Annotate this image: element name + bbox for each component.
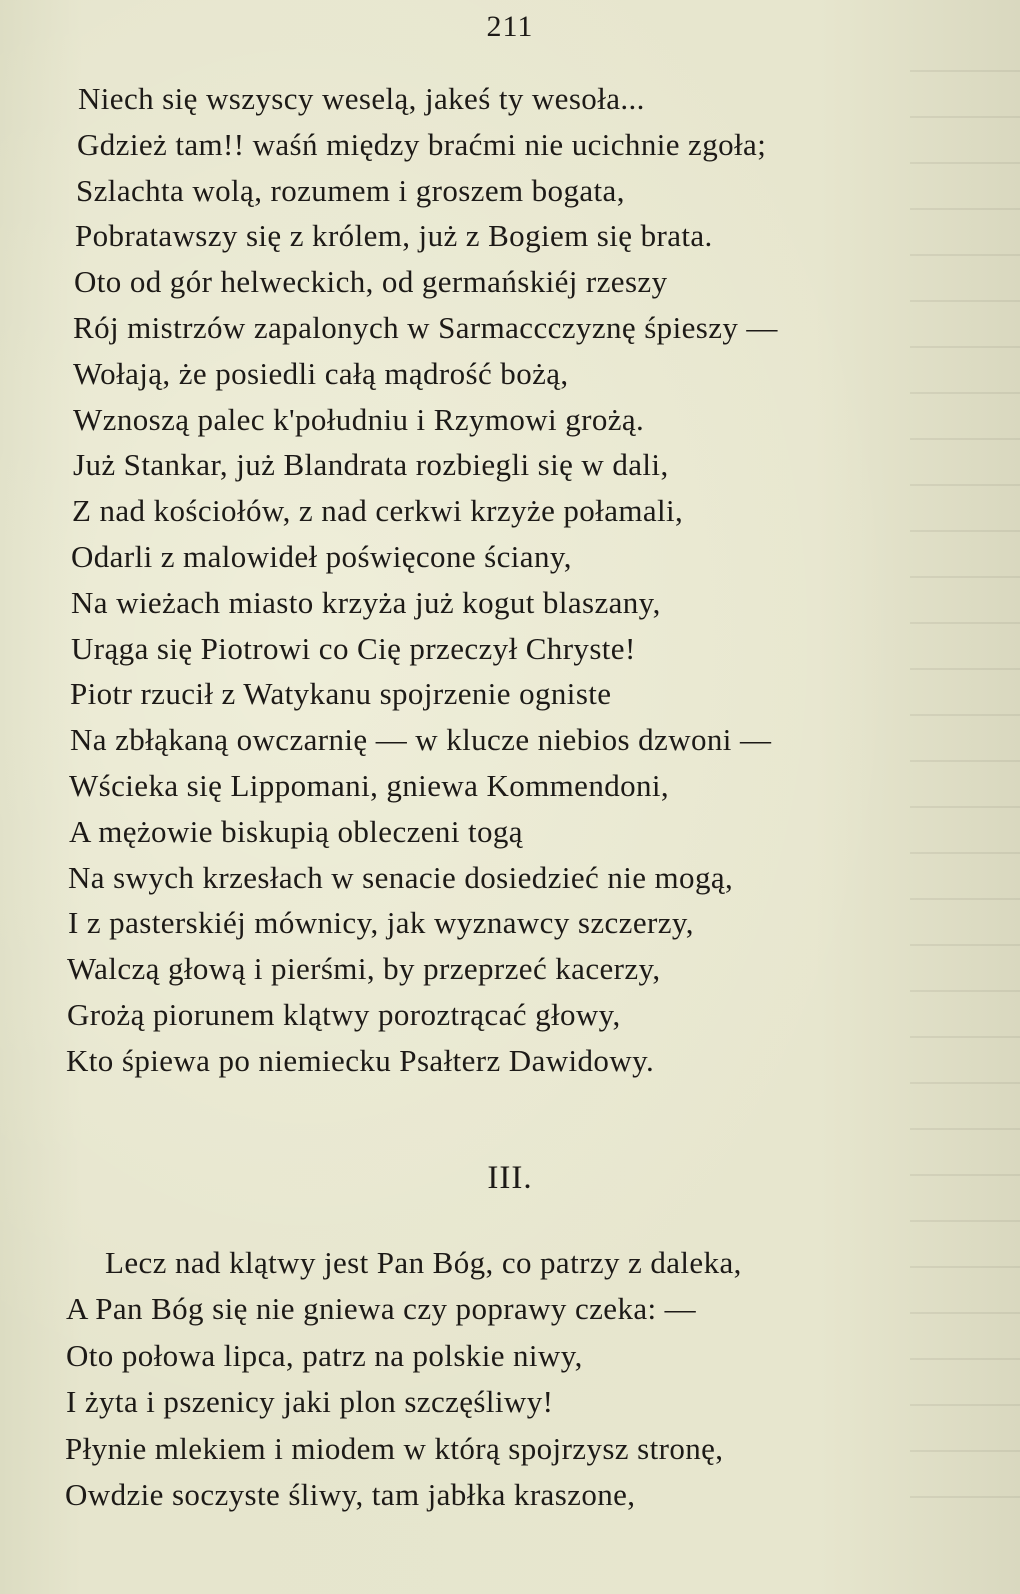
poem-line: Oto od gór helweckich, od germańskiéj rzeszy: [74, 264, 668, 300]
poem-line: Lecz nad klątwy jest Pan Bóg, co patrzy z daleka,: [105, 1245, 742, 1280]
poem-line: Na wieżach miasto krzyża już kogut blaszany,: [71, 584, 661, 620]
poem-line: Wznoszą palec k'południu i Rzymowi grożą.: [73, 401, 645, 437]
poem-stanza-2: [0, 1240, 1020, 1518]
poem-line: Odarli z malowideł poświęcone ściany,: [71, 538, 572, 574]
page-number: 211: [486, 10, 534, 43]
poem-line: Oto połowa lipca, patrz na polskie niwy,: [66, 1337, 583, 1373]
poem-line: Wołają, że posiedli całą mądrość bożą,: [73, 355, 569, 391]
poem-line: Płynie mlekiem i miodem w którą spojrzysz stronę,: [65, 1430, 724, 1466]
poem-line: A Pan Bóg się nie gniewa czy poprawy czeka: —: [66, 1291, 697, 1327]
poem-line: Szlachta wolą, rozumem i groszem bogata,: [76, 172, 625, 208]
poem-line: Niech się wszyscy weselą, jakeś ty wesoła...: [78, 81, 645, 116]
poem-line: Na swych krzesłach w senacie dosiedzieć nie mogą,: [68, 859, 734, 895]
poem-line: I żyta i pszenicy jaki plon szczęśliwy!: [66, 1384, 554, 1420]
poem-line: Na zbłąkaną owczarnię — w klucze niebios dzwoni —: [70, 722, 772, 758]
poem-line: I z pasterskiéj mównicy, jak wyznawcy szczerzy,: [68, 905, 694, 941]
poem-line: Owdzie soczyste śliwy, tam jabłka kraszone,: [65, 1477, 636, 1513]
poem-line: Już Stankar, już Blandrata rozbiegli się w dali,: [73, 447, 669, 483]
poem-line: Grożą piorunem klątwy poroztrącać głowy,: [67, 996, 621, 1032]
poem-line: Walczą głową i pierśmi, by przeprzeć kacerzy,: [67, 951, 661, 987]
poem-line: Rój mistrzów zapalonych w Sarmaccczyznę śpieszy —: [73, 309, 778, 345]
poem-line: Z nad kościołów, z nad cerkwi krzyże połamali,: [72, 493, 684, 529]
poem-line: Wścieka się Lippomani, gniewa Kommendoni,: [69, 767, 670, 803]
poem-line: Piotr rzucił z Watykanu spojrzenie ogniste: [70, 676, 612, 712]
poem-line: Urąga się Piotrowi co Cię przeczył Chryste!: [71, 630, 636, 666]
poem-line: Pobratawszy się z królem, już z Bogiem się brata.: [75, 218, 713, 254]
poem-stanza-1: [0, 76, 1020, 1084]
section-heading: III.: [487, 1160, 533, 1196]
poem-line: Gdzież tam!! waśń między braćmi nie ucichnie zgoła;: [77, 126, 767, 162]
poem-line: Kto śpiewa po niemiecku Psałterz Dawidowy.: [66, 1042, 655, 1078]
poem-line: A mężowie biskupią obleczeni togą: [69, 813, 523, 849]
